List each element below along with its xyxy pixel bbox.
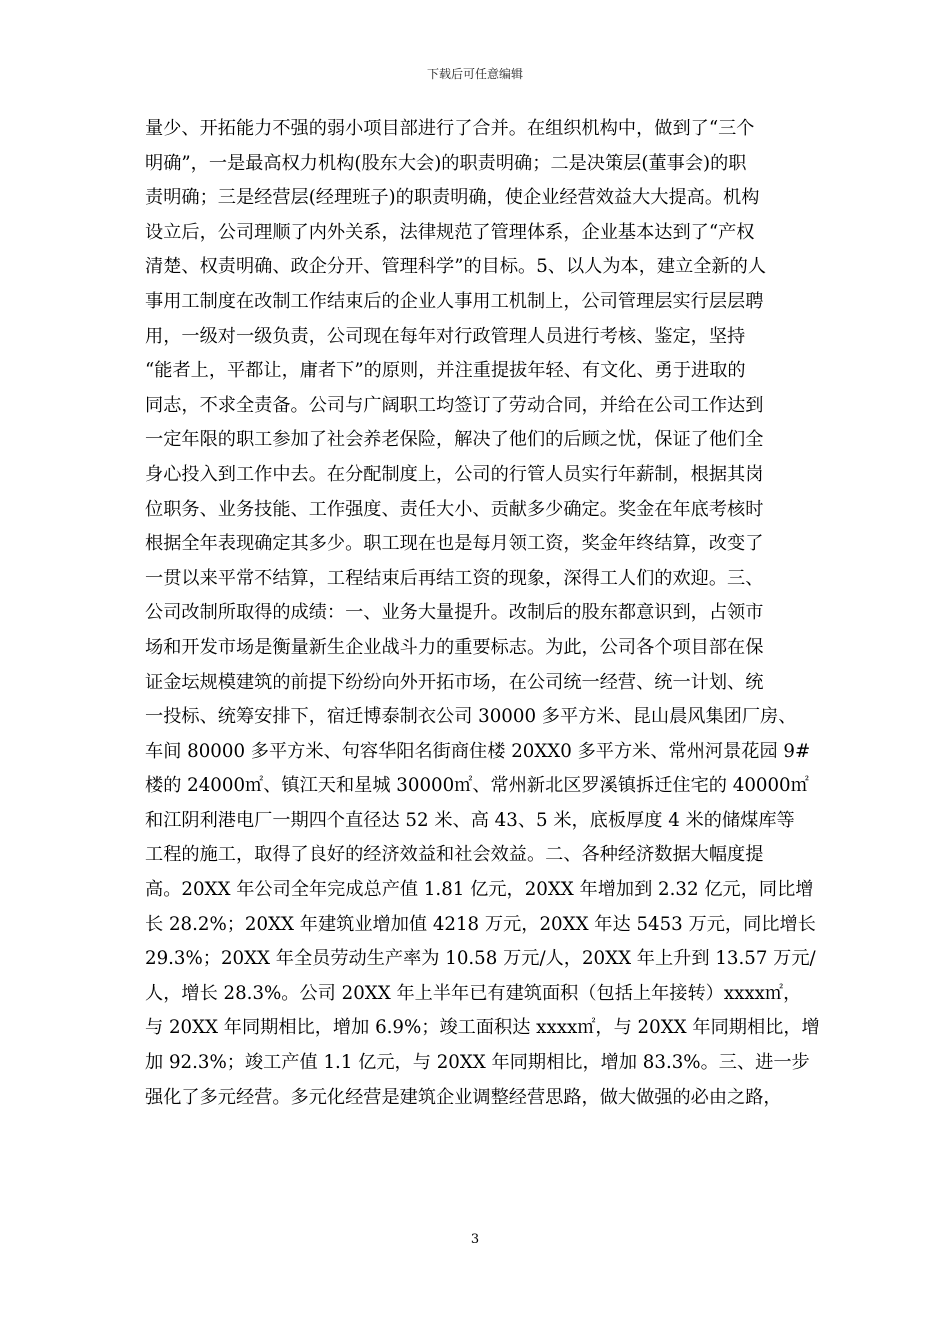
text-line: 场和开发市场是衡量新生企业战斗力的重要标志。为此，公司各个项目部在保 bbox=[145, 636, 764, 658]
text-line: 量少、开拓能力不强的弱小项目部进行了合并。在组织机构中，做到了“三个 bbox=[145, 118, 755, 139]
text-line: 位职务、业务技能、工作强度、责任大小、贡献多少确定。奖金在年底考核时 bbox=[145, 498, 764, 520]
text-line: 人，增长 28.3%。公司 20XX 年上半年已有建筑面积（包括上年接转）xxxx㎡， bbox=[145, 982, 802, 1004]
page-header: 下载后可任意编辑 bbox=[426, 67, 523, 81]
text-line: 一定年限的职工参加了社会养老保险，解决了他们的后顾之忧，保证了他们全 bbox=[145, 429, 764, 451]
text-line: 和江阴利港电厂一期四个直径达 52 米、高 43、5 米，底板厚度 4 米的储煤库等 bbox=[145, 809, 795, 831]
text-line: 公司改制所取得的成绩：一、业务大量提升。改制后的股东都意识到，占领市 bbox=[145, 602, 764, 624]
text-line: 与 20XX 年同期相比，增加 6.9%；竣工面积达 xxxx㎡，与 20XX 年同期相比，增 bbox=[145, 1017, 820, 1039]
text-line: 一贯以来平常不结算，工程结束后再结工资的现象，深得工人们的欢迎。三、 bbox=[145, 567, 764, 589]
text-line: 事用工制度在改制工作结束后的企业人事用工机制上，公司管理层实行层层聘 bbox=[145, 290, 764, 312]
text-line: 长 28.2%；20XX 年建筑业增加值 4218 万元，20XX 年达 5453 万元，同比增长 bbox=[145, 913, 816, 935]
text-line: 加 92.3%；竣工产值 1.1 亿元，与 20XX 年同期相比，增加 83.3%。三、进一步 bbox=[145, 1052, 810, 1074]
text-line: 身心投入到工作中去。在分配制度上，公司的行管人员实行年薪制，根据其岗 bbox=[145, 463, 764, 485]
text-line: 高。20XX 年公司全年完成总产值 1.81 亿元，20XX 年增加到 2.32 亿元，同比增 bbox=[145, 879, 814, 901]
body-text bbox=[145, 112, 820, 1115]
text-line: 用，一级对一级负责，公司现在每年对行政管理人员进行考核、鉴定，坚持 bbox=[145, 325, 746, 347]
text-line: 车间 80000 多平方米、句容华阳名街商住楼 20XX0 多平方米、常州河景花园 9# bbox=[145, 740, 811, 762]
text-line: 楼的 24000㎡、镇江天和星城 30000㎡、常州新北区罗溪镇拆迁住宅的 40000㎡ bbox=[145, 775, 809, 797]
text-line: 清楚、权责明确、政企分开、管理科学”的目标。5、以人为本，建立全新的人 bbox=[145, 256, 767, 278]
text-line: 同志，不求全责备。公司与广阔职工均签订了劳动合同，并给在公司工作达到 bbox=[145, 394, 764, 416]
text-line: 根据全年表现确定其多少。职工现在也是每月领工资，奖金年终结算，改变了 bbox=[145, 533, 764, 555]
text-line: 明确”，一是最高权力机构(股东大会)的职责明确；二是决策层(董事会)的职 bbox=[145, 152, 747, 174]
text-line: 证金坛规模建筑的前提下纷纷向外开拓市场，在公司统一经营、统一计划、统 bbox=[145, 671, 764, 693]
text-line: 设立后，公司理顺了内外关系，法律规范了管理体系，企业基本达到了“产权 bbox=[145, 221, 755, 243]
text-line: 工程的施工，取得了良好的经济效益和社会效益。二、各种经济数据大幅度提 bbox=[145, 844, 764, 866]
text-line: 一投标、统筹安排下，宿迁博泰制衣公司 30000 多平方米、昆山晨风集团厂房、 bbox=[145, 706, 797, 728]
text-line: 责明确；三是经营层(经理班子)的职责明确，使企业经营效益大大提高。机构 bbox=[145, 187, 760, 209]
page-number: 3 bbox=[470, 1232, 480, 1247]
text-line: “能者上，平都让，庸者下”的原则，并注重提拔年轻、有文化、勇于进取的 bbox=[145, 360, 746, 382]
text-line: 强化了多元经营。多元化经营是建筑企业调整经营思路，做大做强的必由之路， bbox=[145, 1086, 782, 1108]
text-line: 29.3%；20XX 年全员劳动生产率为 10.58 万元/人，20XX 年上升到 13.57 万元/ bbox=[145, 948, 816, 970]
